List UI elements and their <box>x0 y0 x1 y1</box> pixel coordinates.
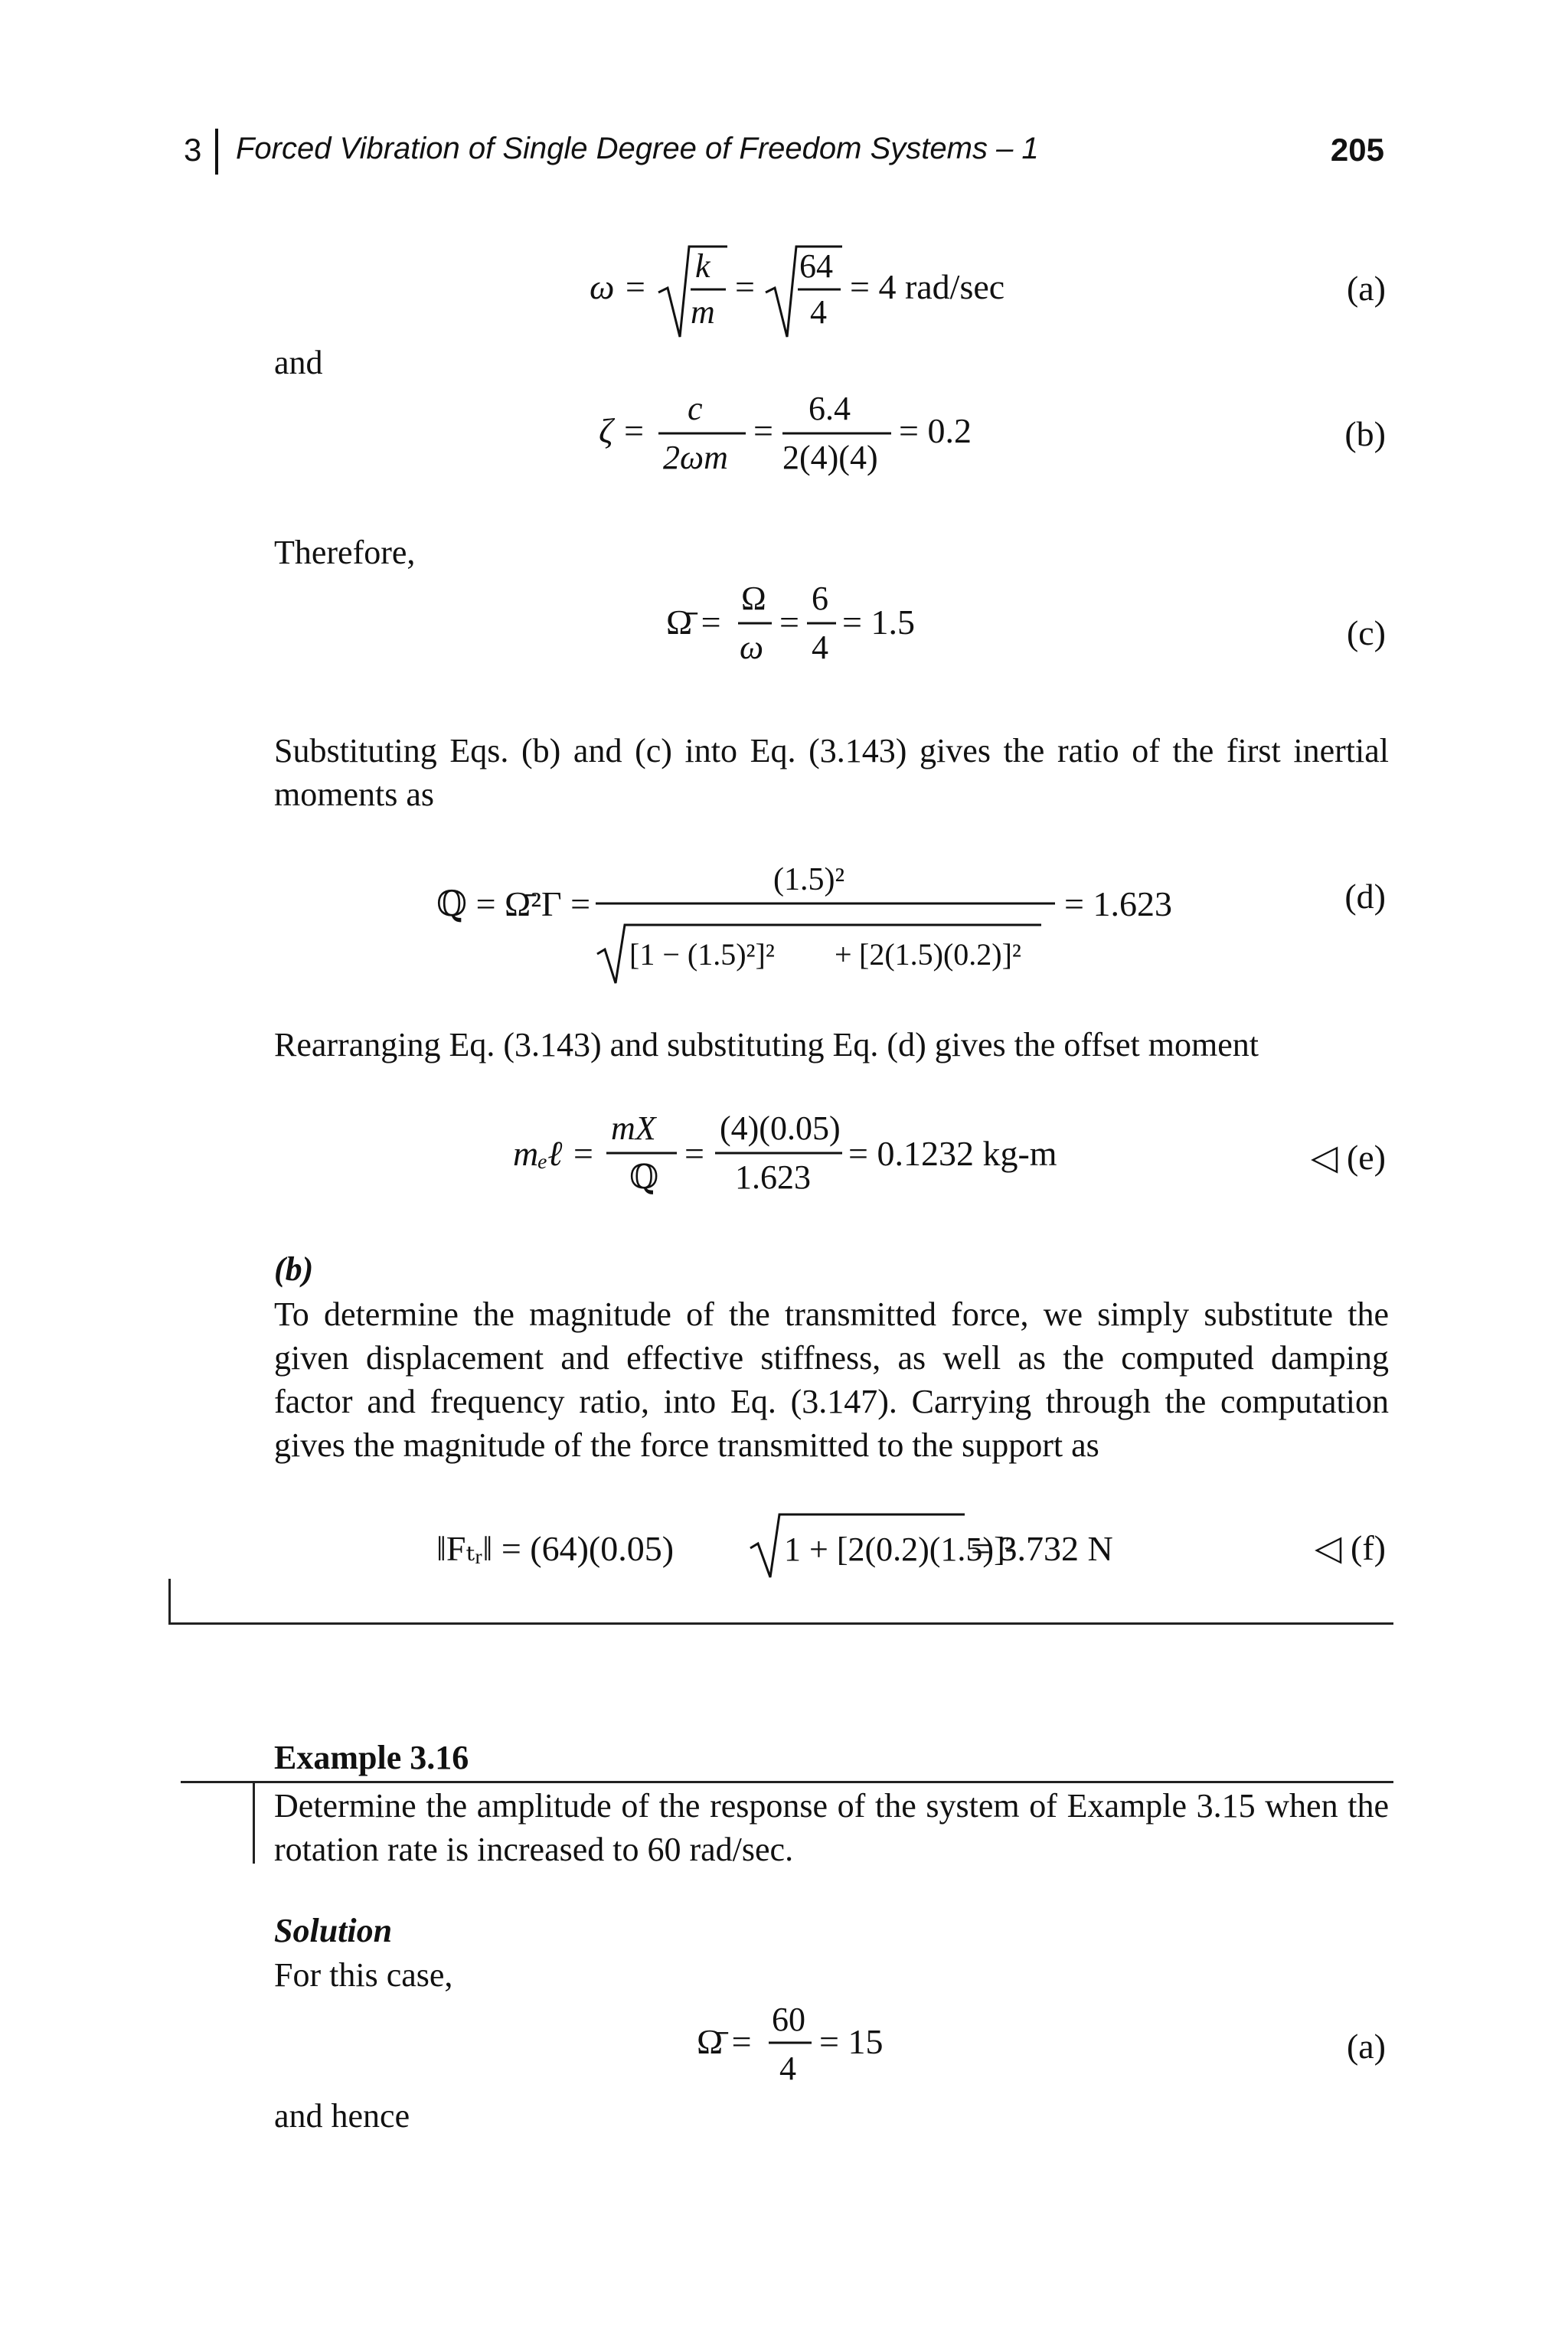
eq-d-lhs: ℚ = Ω̄²Γ = <box>436 884 591 923</box>
eq-e-den2: 1.623 <box>735 1158 811 1196</box>
chapter-number: 3 <box>184 132 202 168</box>
page-number: 205 <box>1330 132 1384 168</box>
part-b-letter: b <box>285 1250 302 1288</box>
eq-a2-label: (a) <box>1346 2027 1386 2066</box>
eq-a2-lhs: Ω̄ = <box>697 2022 752 2061</box>
eq-e-num1: mX <box>611 1109 656 1147</box>
example-end-vertical-rule <box>168 1579 171 1625</box>
eq-b-num1: c <box>688 390 703 427</box>
eq-d-den-plus: + <box>835 937 852 972</box>
eq-e-eq: = <box>684 1134 704 1173</box>
example-end-rule <box>168 1622 1393 1625</box>
text-and: and <box>274 344 323 381</box>
eq-e-num2: (4)(0.05) <box>720 1109 841 1147</box>
example-statement: Determine the amplitude of the response of the system of Example 3.15 when the rotation rate is increased to 60 rad/sec. <box>274 1787 1389 1868</box>
eq-c-rhs: = 1.5 <box>842 603 915 642</box>
eq-a-num2: 64 <box>799 247 833 285</box>
eq-d-den-b: [2(1.5)(0.2)]² <box>859 937 1021 972</box>
equation-omega-bar-15 <box>689 1991 965 2106</box>
eq-b-rhs: = 0.2 <box>899 411 972 450</box>
paragraph-rearranging: Rearranging Eq. (3.143) and substituting Eq. (d) gives the offset moment <box>274 1026 1259 1063</box>
eq-a-num1: k <box>695 247 710 285</box>
eq-b-eq: = <box>753 411 773 450</box>
eq-b-lhs: ζ = <box>599 411 646 450</box>
eq-c-eq: = <box>779 603 799 642</box>
eq-e-label: ◁ (e) <box>1311 1138 1386 1177</box>
header-divider <box>215 129 218 175</box>
eq-b-num2: 6.4 <box>808 390 851 427</box>
eq-a-eq: = <box>735 267 755 306</box>
text-for-this-case: For this case, <box>274 1956 453 1994</box>
eq-e-den1: ℚ <box>629 1158 659 1196</box>
eq-f-rhs: = 3.732 N <box>971 1529 1113 1568</box>
eq-f-lhs: ‖Fₜᵣ‖ = (64)(0.05) <box>436 1529 675 1568</box>
equation-zeta <box>582 383 1041 498</box>
paragraph-substituting: Substituting Eqs. (b) and (c) into Eq. (3.143) gives the ratio of the first inertial moments as <box>274 732 1389 813</box>
eq-b-label: (b) <box>1344 414 1386 453</box>
equation-omega-bar <box>658 573 965 688</box>
solution-heading: Solution <box>274 1912 393 1949</box>
eq-d-num: (1.5)² <box>773 862 845 897</box>
eq-e-rhs: = 0.1232 kg-m <box>848 1134 1057 1173</box>
paragraph-transmitted-force: To determine the magnitude of the transmitted force, we simply substitute the given displacement and effective stiffness, as well as the computed damping factor and frequency ratio, into Eq. (3.147). Carrying through the computation gives the magnitude of the force transmitted to the support as <box>274 1295 1389 1464</box>
eq-c-lhs: Ω̄ = <box>666 603 721 642</box>
eq-c-label: (c) <box>1346 613 1386 652</box>
part-b-heading: (b) <box>274 1250 314 1288</box>
eq-b-den2: 2(4)(4) <box>782 439 878 476</box>
text-and-hence: and hence <box>274 2097 410 2135</box>
eq-d-rhs: = 1.623 <box>1064 884 1172 923</box>
equation-q-ratio <box>429 842 1194 995</box>
eq-a2-num: 60 <box>772 2001 805 2038</box>
eq-c-den1: ω <box>740 629 764 666</box>
eq-a-lhs: ω = <box>590 267 648 306</box>
equation-transmitted-force <box>429 1501 1194 1593</box>
text-therefore: Therefore, <box>274 534 416 571</box>
example-top-rule <box>181 1781 1393 1783</box>
eq-e-lhs: mₑℓ = <box>513 1134 595 1173</box>
chapter-title: Forced Vibration of Single Degree of Freedom Systems – 1 <box>236 132 1039 165</box>
eq-a-rhs: = 4 rad/sec <box>850 267 1005 306</box>
eq-a-den1: m <box>691 293 715 331</box>
eq-f-rad: 1 + [2(0.2)(1.5)]² <box>784 1531 1015 1568</box>
eq-d-label: (d) <box>1344 877 1386 916</box>
eq-d-den-a: [1 − (1.5)²]² <box>629 937 775 972</box>
equation-omega <box>582 230 1041 345</box>
eq-a-den2: 4 <box>810 293 827 331</box>
example-side-rule <box>253 1781 255 1864</box>
equation-offset-moment <box>505 1103 1118 1217</box>
example-title: Example 3.16 <box>274 1739 469 1776</box>
eq-a2-rhs: = 15 <box>819 2022 884 2061</box>
eq-b-den1: 2ωm <box>663 439 728 476</box>
eq-a2-den: 4 <box>779 2050 796 2087</box>
eq-c-num1: Ω <box>741 580 766 617</box>
eq-c-num2: 6 <box>812 580 828 617</box>
eq-a-label: (a) <box>1346 269 1386 308</box>
eq-f-label: ◁ (f) <box>1315 1528 1386 1567</box>
eq-c-den2: 4 <box>812 629 828 666</box>
